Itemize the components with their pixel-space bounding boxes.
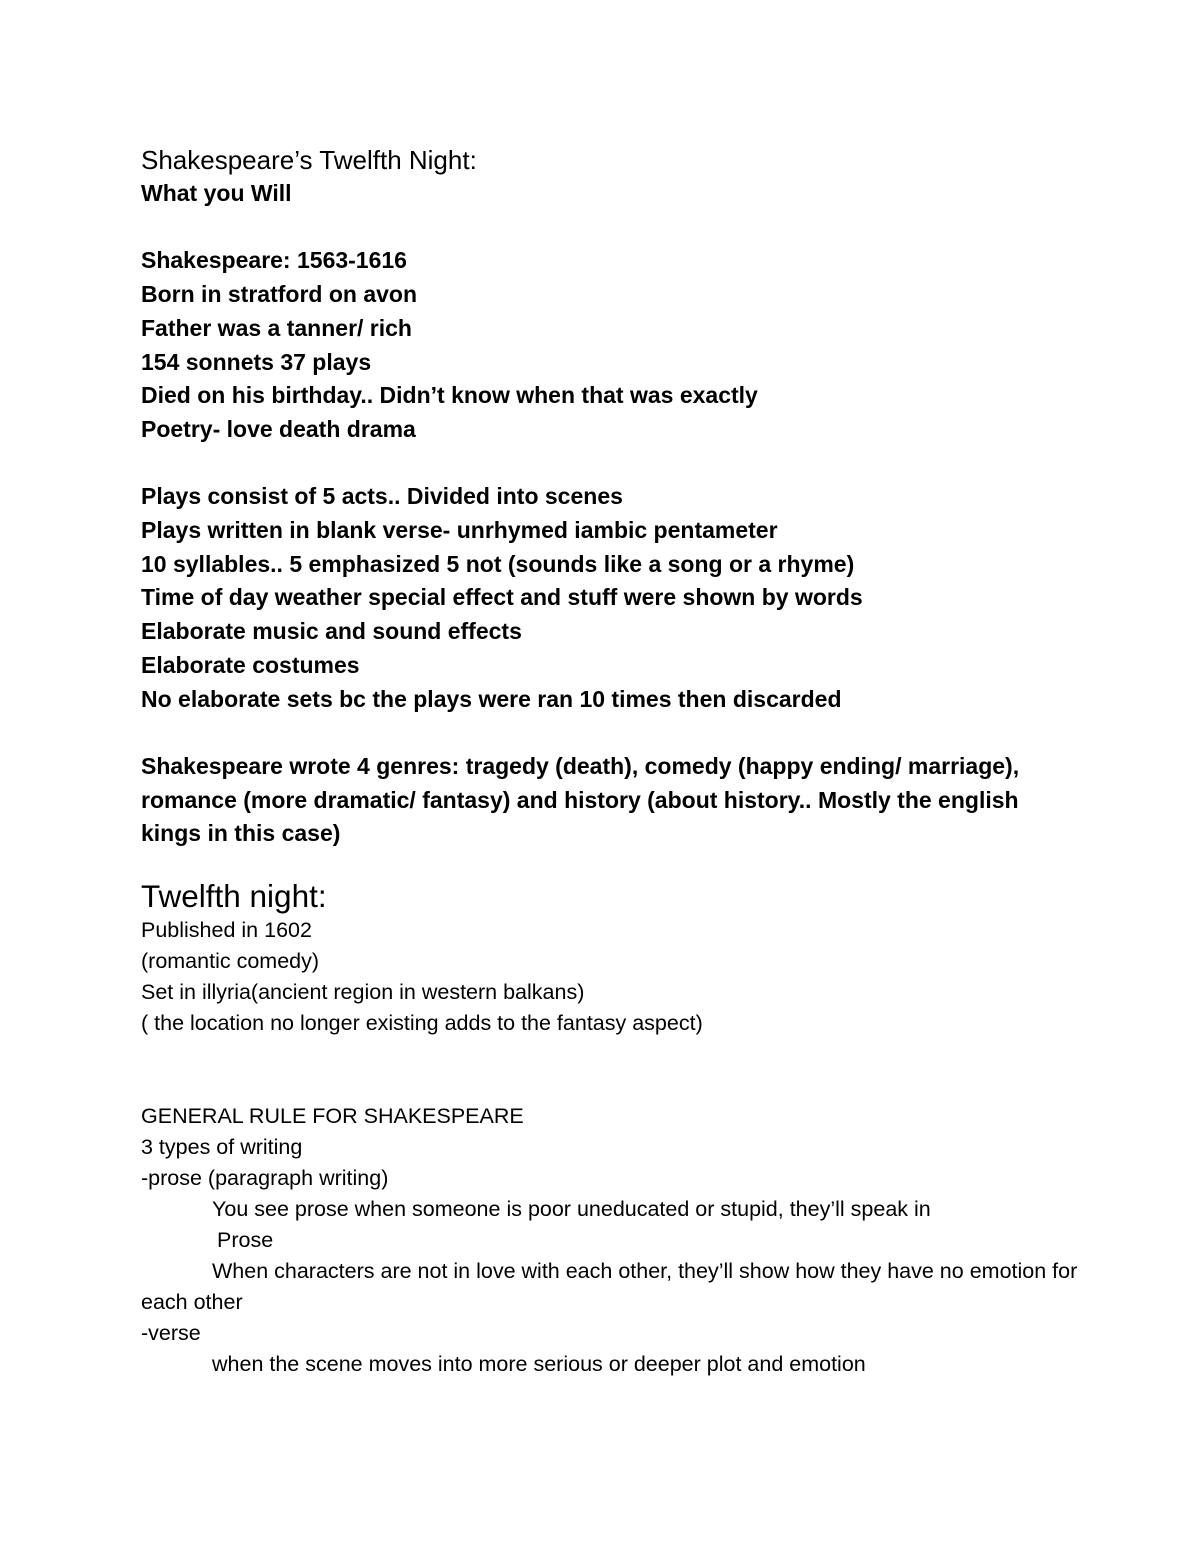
plays-line: 10 syllables.. 5 emphasized 5 not (sounds like a song or a rhyme) [141, 550, 855, 577]
spacer [141, 716, 1081, 750]
plays-line: Plays written in blank verse- unrhymed iambic pentameter [141, 517, 778, 543]
twelfth-night-line: Published in 1602 [141, 918, 312, 943]
prose-note: When characters are not in love with each other, they’ll show how they have no emotion for each other [141, 1259, 1078, 1315]
document-title: Shakespeare’s Twelfth Night: [141, 145, 477, 175]
bio-line: Poetry- love death drama [141, 415, 416, 442]
writing-types-line: 3 types of writing [141, 1135, 303, 1160]
genres-paragraph: Shakespeare wrote 4 genres: tragedy (death), comedy (happy ending/ marriage), romance (more dramatic/ fantasy) and history (about history.. Mostly the english kings in this case) [141, 752, 1020, 847]
twelfth-night-line: Set in illyria(ancient region in western balkans) [141, 980, 585, 1005]
bio-line: Died on his birthday.. Didn’t know when that was exactly [141, 382, 758, 409]
prose-note: You see prose when someone is poor uneducated or stupid, they’ll speak in [212, 1197, 931, 1222]
bio-line: 154 sonnets 37 plays [141, 348, 372, 375]
plays-section [141, 480, 1081, 716]
twelfth-night-heading: Twelfth night: [141, 878, 327, 915]
plays-line: Time of day weather special effect and stuff were shown by words [141, 584, 863, 611]
prose-label: -prose (paragraph writing) [141, 1166, 389, 1191]
prose-note-continuation: Prose [217, 1228, 274, 1253]
plays-line: Elaborate costumes [141, 651, 360, 678]
spacer [141, 1039, 1081, 1101]
plays-line: Elaborate music and sound effects [141, 618, 522, 645]
plays-line: No elaborate sets bc the plays were ran 10 times then discarded [141, 685, 842, 712]
spacer [141, 447, 1081, 481]
spacer [141, 211, 1081, 245]
document-subtitle: What you Will [141, 180, 292, 206]
twelfth-night-line: (romantic comedy) [141, 949, 320, 974]
twelfth-night-section [141, 915, 1081, 1039]
twelfth-night-line: ( the location no longer existing adds to the fantasy aspect) [141, 1011, 703, 1036]
document-page [141, 143, 1081, 1380]
bio-line: Father was a tanner/ rich [141, 314, 412, 341]
general-rule-section [141, 1101, 1081, 1380]
bio-line: Shakespeare: 1563-1616 [141, 247, 407, 274]
verse-label: -verse [141, 1321, 201, 1346]
bio-section [141, 244, 1081, 446]
bio-line: Born in stratford on avon [141, 281, 417, 308]
verse-note: when the scene moves into more serious or deeper plot and emotion [212, 1352, 866, 1377]
general-rule-heading: GENERAL RULE FOR SHAKESPEARE [141, 1104, 524, 1129]
plays-line: Plays consist of 5 acts.. Divided into scenes [141, 483, 623, 510]
